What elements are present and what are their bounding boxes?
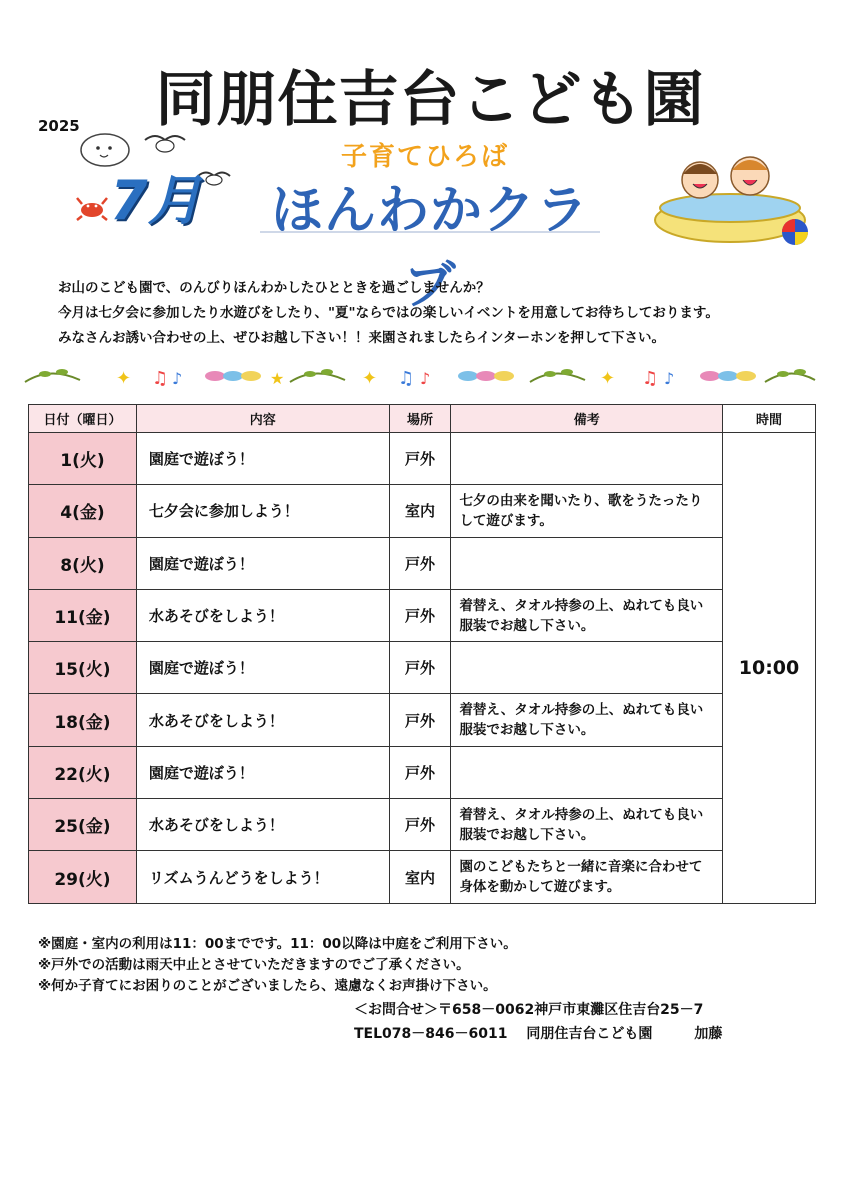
table-row — [29, 433, 816, 485]
row-content: 水あそびをしよう！ — [136, 589, 389, 641]
table-row — [29, 694, 816, 746]
row-date: 22(火) — [29, 746, 137, 798]
month-label: 7月 — [110, 169, 202, 232]
row-date: 1(火) — [29, 433, 137, 485]
row-note — [451, 433, 723, 485]
club-name: ほんわかクラブ — [270, 181, 589, 316]
svg-text:♪: ♪ — [664, 369, 675, 388]
header-content: 内容 — [136, 405, 389, 433]
leaf-garland-2 — [290, 369, 345, 382]
row-place: 戸外 — [389, 746, 451, 798]
header-time: 時間 — [723, 405, 816, 433]
contact-section — [354, 998, 794, 1046]
intro-text — [58, 276, 818, 351]
row-content: 園庭で遊ぼう！ — [136, 433, 389, 485]
star-icon — [270, 369, 284, 388]
row-note: 着替え、タオル持参の上、ぬれても良い服装でお越し下さい。 — [451, 799, 723, 851]
row-note: 着替え、タオル持参の上、ぬれても良い服装でお越し下さい。 — [451, 589, 723, 641]
children-pool-illustration — [645, 140, 815, 250]
row-date: 29(火) — [29, 851, 137, 903]
year-label: 2025 — [38, 117, 80, 135]
row-date: 15(火) — [29, 642, 137, 694]
table-row — [29, 485, 816, 537]
row-place: 戸外 — [389, 537, 451, 589]
header-note: 備考 — [451, 405, 723, 433]
table-row — [29, 642, 816, 694]
star-icon — [600, 368, 615, 389]
row-date: 8(火) — [29, 537, 137, 589]
notes-section — [38, 934, 808, 997]
time-cell: 10:00 — [723, 433, 816, 904]
row-content: リズムうんどうをしよう！ — [136, 851, 389, 903]
row-content: 園庭で遊ぼう！ — [136, 746, 389, 798]
row-content: 水あそびをしよう！ — [136, 694, 389, 746]
subtitle: 子育てひろば — [340, 142, 509, 172]
bead-chain — [700, 371, 756, 381]
row-note — [451, 537, 723, 589]
contact-address: ＜お問合せ＞〒658－0062神戸市東灘区住吉台25－7 — [354, 1002, 704, 1018]
note-line-3: ※何か子育てにお困りのことがございましたら、遠慮なくお声掛け下さい。 — [38, 978, 497, 994]
row-date: 4(金) — [29, 485, 137, 537]
table-row — [29, 851, 816, 903]
row-place: 戸外 — [389, 433, 451, 485]
row-place: 室内 — [389, 851, 451, 903]
row-content: 水あそびをしよう！ — [136, 799, 389, 851]
music-note-icon — [642, 368, 674, 389]
row-note — [451, 746, 723, 798]
leaf-garland-1 — [25, 369, 80, 382]
table-row — [29, 537, 816, 589]
row-date: 11(金) — [29, 589, 137, 641]
decorative-border — [20, 362, 820, 390]
table-row — [29, 746, 816, 798]
star-icon — [116, 368, 131, 389]
row-date: 25(金) — [29, 799, 137, 851]
row-content: 園庭で遊ぼう！ — [136, 537, 389, 589]
star-icon — [362, 368, 377, 389]
table-row — [29, 799, 816, 851]
table-row — [29, 589, 816, 641]
music-note-icon — [398, 368, 430, 389]
svg-text:♪: ♪ — [420, 369, 431, 388]
schedule-table — [28, 404, 816, 904]
row-place: 戸外 — [389, 694, 451, 746]
contact-phone: TEL078－846－6011 同朋住吉台こども園 加藤 — [354, 1026, 723, 1042]
row-content: 七夕会に参加しよう！ — [136, 485, 389, 537]
bead-chain — [458, 371, 514, 381]
page-title: 同朋住吉台こども園 — [155, 65, 705, 135]
svg-text:✦: ✦ — [116, 368, 132, 389]
intro-line-2: 今月は七夕会に参加したり水遊びをしたり、"夏"ならではの楽しいイベントを用意してお待ちしております。 — [58, 305, 719, 321]
svg-text:★: ★ — [270, 369, 285, 388]
row-note: 園のこどもたちと一緒に音楽に合わせて身体を動かして遊びます。 — [451, 851, 723, 903]
intro-line-3: みなさんお誘い合わせの上、ぜひお越し下さい！！来園されましたらインターホンを押して下さい。 — [58, 330, 665, 346]
row-content: 園庭で遊ぼう！ — [136, 642, 389, 694]
svg-text:♫: ♫ — [152, 368, 169, 389]
music-note-icon — [152, 368, 182, 389]
intro-line-1: お山のこども園で、のんびりほんわかしたひとときを過ごしませんか？ — [58, 280, 490, 296]
row-date: 18(金) — [29, 694, 137, 746]
svg-text:✦: ✦ — [600, 368, 616, 389]
table-header-row — [29, 405, 816, 433]
club-underline-decoration — [260, 228, 600, 236]
note-line-1: ※園庭・室内の利用は11：00までです。11：00以降は中庭をご利用下さい。 — [38, 936, 517, 952]
row-note — [451, 642, 723, 694]
note-line-2: ※戸外での活動は雨天中止とさせていただきますのでご了承ください。 — [38, 957, 470, 973]
svg-text:✦: ✦ — [362, 368, 378, 389]
leaf-garland-4 — [765, 369, 815, 382]
leaf-garland-3 — [530, 369, 585, 382]
row-note: 七夕の由来を聞いたり、歌をうたったりして遊びます。 — [451, 485, 723, 537]
row-place: 戸外 — [389, 799, 451, 851]
row-note: 着替え、タオル持参の上、ぬれても良い服装でお越し下さい。 — [451, 694, 723, 746]
row-place: 室内 — [389, 485, 451, 537]
header-date: 日付（曜日） — [29, 405, 137, 433]
header-place: 場所 — [389, 405, 451, 433]
svg-text:♪: ♪ — [172, 369, 183, 388]
row-place: 戸外 — [389, 642, 451, 694]
svg-text:♫: ♫ — [398, 368, 415, 389]
svg-text:♫: ♫ — [642, 368, 659, 389]
row-place: 戸外 — [389, 589, 451, 641]
bead-chain — [205, 371, 261, 381]
